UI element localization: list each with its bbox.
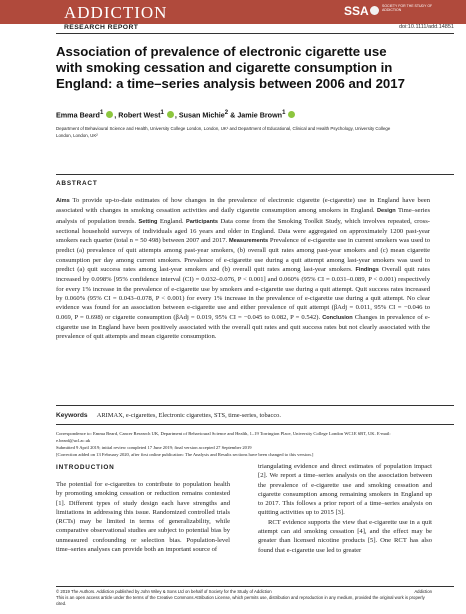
article-type: RESEARCH REPORT xyxy=(64,24,139,31)
affiliation-sup: 1 xyxy=(99,110,104,116)
introduction-heading: INTRODUCTION xyxy=(56,464,115,471)
keywords-divider xyxy=(56,405,454,406)
author-list: Emma Beard$^1$ , Robert West$^1$ , Susan Michie$^2$ & Jamie Brown$^1$ xyxy=(56,110,296,119)
journal-banner xyxy=(0,0,466,24)
setting-text: England. xyxy=(159,217,184,225)
paragraph: The potential for e-cigarettes to contribute to population health by promoting smoking cessation or reduction remains contested [1]. Different types of study design each have strengths and limitations in addressing this issue. Randomized controlled trials (RCTs) may be limited in terms of generalizability, while comparative observational studies are subject to potential bias by unmeasured confounding or selection bias. Population-level time–series analyses can provide both an important source of xyxy=(56,481,230,554)
keywords-text: ARIMAX, e-cigarettes, Electronic cigarettes, STS, time-series, tobacco. xyxy=(96,412,281,419)
measurements-text: Prevalence of e-cigarette use in current smokers was used to predict (a) prevalence of quit attempts among past-year smokers, (b) overall quit rates among past-year smokers and (c) mean cigarette consumption per day among current smokers. Prevalence of e-cigarette use during a quit attempt among last-year smokers was used to predict (a) quit success rates among last-year smokers and (b) overall quit rates among last-year smokers. xyxy=(56,237,430,274)
orcid-icon[interactable] xyxy=(288,111,295,118)
footer-journal: Addiction xyxy=(414,589,432,594)
orcid-icon[interactable] xyxy=(106,111,113,118)
design-text: Time–series analysis of population trends. xyxy=(56,207,431,225)
correction-note: [Correction added on 13 February 2020, after first online publication: The Analysis and Results sections have been changed to this version.] xyxy=(56,452,314,457)
journal-name: ADDICTION xyxy=(64,3,168,22)
affiliation-sup: 1 xyxy=(160,110,164,116)
copyright-text: © 2019 The Authors. Addiction published by John Wiley & Sons Ltd on behalf of Society for the Study of Addiction xyxy=(56,589,272,594)
ssa-mark: SSA xyxy=(344,4,369,18)
body-column-left xyxy=(56,480,230,554)
participants-label: Participants xyxy=(186,218,219,225)
participants-text: Data come from the Smoking Toolkit Study, which involves repeated, cross-sectional household surveys of individuals aged 16 years and older in England. Data were aggregated on approximately 1200 past-year smokers each quarter (total n = 50 498) between 2007 and 2017. xyxy=(56,217,430,245)
orcid-icon[interactable] xyxy=(167,111,174,118)
author-name[interactable]: Emma Beard xyxy=(56,110,100,120)
submission-history: Submitted 9 April 2019; initial review completed 17 June 2019; final version accepted 27 September 2019 xyxy=(56,445,252,450)
footer-divider xyxy=(56,586,454,587)
correspondence-block xyxy=(56,430,408,458)
keywords xyxy=(56,412,281,419)
ssa-circle-icon xyxy=(370,6,379,15)
aims-text: To provide up-to-date estimates of how changes in the prevalence of electronic cigarette (e-cigarette) use in England have been associated with changes in smoking cessation activities and daily cigarette consumption among smokers in England. xyxy=(56,197,430,215)
affiliation-sup: 1 xyxy=(282,110,286,116)
abstract-heading: ABSTRACT xyxy=(56,180,98,187)
author-name[interactable]: Susan Michie xyxy=(178,110,225,120)
author-name[interactable]: Jamie Brown xyxy=(237,110,283,120)
aims-label: Aims xyxy=(56,198,70,204)
affiliations: Department of Behavioural Science and Health, University College London, London, UK¹ and Department of Educational, Clinical and Health Psychology, University College London, London, UK² xyxy=(56,126,391,138)
conclusion-label: Conclusion xyxy=(322,314,353,321)
setting-label: Setting xyxy=(138,218,158,225)
correspondence-text: Correspondence to: Emma Beard, Cancer Research UK, Department of Behavioural Science and Health, 1–19 Torrington Place, University College London WC1E 6BT, UK. E-mail: e.beard@ucl.ac.uk xyxy=(56,431,391,443)
author-name[interactable]: Robert West xyxy=(118,110,161,120)
paragraph: RCT evidence supports the view that e-cigarette use in a quit attempt can aid smoking cessation [4], and the effect may be greater than licensed nicotine products [5]. One RCT has also found that e-cigarette use led to greater xyxy=(258,518,432,554)
license-text: This is an open access article under the terms of the Creative Commons Attribution License, which permits use, distribution and reproduction in any medium, provided the original work is properly cited. xyxy=(56,594,425,606)
abstract-body xyxy=(56,196,430,341)
measurements-label: Measurements xyxy=(228,238,269,245)
affiliation-sup: 2 xyxy=(224,110,229,116)
findings-label: Findings xyxy=(355,267,379,274)
conclusion-text: Changes in prevalence of e-cigarette use in England have been positively associated with the overall quit rates and quit success rates but not clearly associated with the prevalence of quit attempts and mean cigarette consumption. xyxy=(56,313,430,341)
ssa-tagline: SOCIETY FOR THE STUDY OF ADDICTION xyxy=(382,4,433,12)
keywords-label: Keywords xyxy=(56,412,88,419)
design-label: Design xyxy=(377,208,396,215)
header-divider xyxy=(56,33,454,34)
paragraph: triangulating evidence and direct estimates of population impact [2]. We report a time–series analysis on the association between the prevalence of e-cigarette use and smoking cessation and cigarette consumption among remaining smokers in England up to 2017. This follows a prior report of a time–series analysis on quitting activities up to 2015 [3]. xyxy=(258,463,432,517)
article-title: Association of prevalence of electronic cigarette use with smoking cessation and cigarette consumption in England: a time–series analysis between 2006 and 2017 xyxy=(56,44,405,91)
footer xyxy=(56,589,432,606)
abstract-divider xyxy=(56,174,454,175)
findings-text: Overall quit rates increased by 0.098% [95% confidence interval (CI) = 0.032–0.076, P < 0.001] and 0.060% (95% CI = 0.031–0.089, P < 0.001) respectively for every 1% increase in the prevalence of e-cigarette use by smokers and e-cigarette use during a quit attempt. Quit success rates increased by 0.060% (95% CI = 0.043–0.078, P < 0.001) for every 1% increase in the prevalence of e-cigarette use during a quit attempt. No clear evidence was found for an association between e-cigarette use and either prevalence of quit attempt (βAdj = 0.011, 95% CI = −0.046 to 0.069, P = 0.698) or cigarette consumption (βAdj = 0.019, 95% CI = −0.045 to 0.082, P = 0.542). xyxy=(56,266,430,321)
correspondence-divider xyxy=(56,424,454,425)
ssa-logo xyxy=(340,2,464,22)
doi-link[interactable]: doi:10.1111/add.14851 xyxy=(398,24,454,30)
body-column-right xyxy=(258,462,432,555)
